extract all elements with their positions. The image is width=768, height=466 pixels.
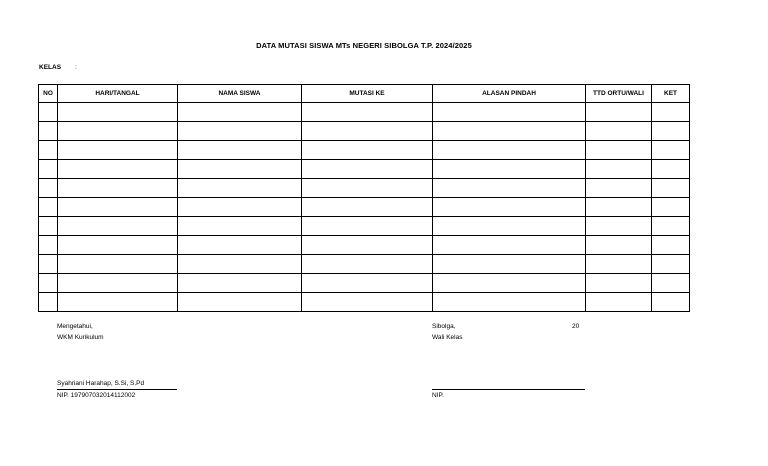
table-cell (652, 198, 690, 217)
place-label: Sibolga, (432, 323, 456, 330)
kelas-colon: : (75, 64, 77, 71)
table-cell (178, 255, 302, 274)
table-cell (586, 160, 652, 179)
table-cell (178, 274, 302, 293)
column-header-ket: KET (652, 85, 690, 103)
table-cell (586, 198, 652, 217)
table-cell (58, 198, 178, 217)
signature-right-header (432, 321, 592, 343)
table-cell (586, 122, 652, 141)
table-cell (58, 293, 178, 312)
table-cell (58, 141, 178, 160)
table-row (39, 274, 690, 293)
acknowledged-label: Mengetahui, (57, 323, 93, 330)
table-cell (302, 236, 433, 255)
table-cell (652, 293, 690, 312)
table-header-row (39, 85, 690, 103)
table-cell (39, 103, 58, 122)
table-cell (433, 274, 586, 293)
table-cell (433, 217, 586, 236)
table-cell (178, 122, 302, 141)
table-cell (58, 179, 178, 198)
kelas-label-row (39, 64, 77, 71)
table-cell (178, 293, 302, 312)
table-cell (302, 198, 433, 217)
column-header-mutasi-ke: MUTASI KE (302, 85, 433, 103)
table-cell (39, 274, 58, 293)
table-row (39, 179, 690, 198)
kelas-label: KELAS (39, 64, 62, 71)
table-cell (39, 141, 58, 160)
table-cell (178, 179, 302, 198)
table-cell (652, 179, 690, 198)
signature-right-footer (432, 389, 585, 401)
table-cell (433, 198, 586, 217)
table-cell (652, 255, 690, 274)
table-row (39, 255, 690, 274)
table-cell (586, 103, 652, 122)
document-title: DATA MUTASI SISWA MTs NEGERI SIBOLGA T.P. 2024/2025 (256, 41, 472, 50)
table-cell (433, 293, 586, 312)
wkm-name: Syahriani Harahap, S.Si, S.Pd (57, 380, 145, 387)
table-cell (652, 274, 690, 293)
table-cell (39, 179, 58, 198)
table-cell (178, 217, 302, 236)
wkm-nip: NIP. 197907032014112002 (57, 389, 177, 401)
table-cell (302, 179, 433, 198)
table-cell (58, 255, 178, 274)
table-cell (39, 255, 58, 274)
table-cell (433, 103, 586, 122)
table-cell (586, 179, 652, 198)
table-cell (433, 236, 586, 255)
table-cell (39, 236, 58, 255)
table-cell (652, 103, 690, 122)
table-cell (178, 198, 302, 217)
table-row (39, 217, 690, 236)
table-cell (586, 217, 652, 236)
table-cell (302, 255, 433, 274)
table-cell (652, 160, 690, 179)
table-cell (39, 122, 58, 141)
table-cell (178, 103, 302, 122)
column-header-hari-tangal: HARI/TANGAL (58, 85, 178, 103)
table-cell (433, 179, 586, 198)
table-body (39, 103, 690, 312)
table-cell (39, 198, 58, 217)
signature-left-header (57, 321, 104, 343)
table-cell (178, 141, 302, 160)
table-cell (586, 255, 652, 274)
table-cell (302, 293, 433, 312)
table-cell (302, 274, 433, 293)
table-cell (302, 122, 433, 141)
table-cell (178, 236, 302, 255)
table-row (39, 103, 690, 122)
table-cell (586, 293, 652, 312)
table-cell (433, 255, 586, 274)
table-cell (178, 160, 302, 179)
table-cell (586, 274, 652, 293)
table-row (39, 198, 690, 217)
table-cell (586, 141, 652, 160)
table-cell (58, 236, 178, 255)
year-label: 20 (572, 323, 580, 330)
table-cell (302, 217, 433, 236)
table-row (39, 236, 690, 255)
table-cell (652, 217, 690, 236)
table-cell (58, 160, 178, 179)
table-cell (58, 217, 178, 236)
table-cell (652, 122, 690, 141)
table-cell (652, 236, 690, 255)
column-header-nama-siswa: NAMA SISWA (178, 85, 302, 103)
table-cell (302, 141, 433, 160)
signature-left-footer (57, 378, 177, 401)
table-cell (58, 274, 178, 293)
table-row (39, 293, 690, 312)
table-row (39, 160, 690, 179)
table-cell (652, 141, 690, 160)
table-cell (433, 141, 586, 160)
table-row (39, 141, 690, 160)
table-cell (433, 122, 586, 141)
column-header-no: NO (39, 85, 58, 103)
table-cell (302, 103, 433, 122)
wali-kelas-label: Wali Kelas (432, 334, 463, 341)
table-cell (586, 236, 652, 255)
column-header-alasan-pindah: ALASAN PINDAH (433, 85, 586, 103)
wali-nip: NIP. (432, 389, 585, 401)
table-row (39, 122, 690, 141)
table-cell (58, 122, 178, 141)
table-cell (39, 217, 58, 236)
table-cell (302, 160, 433, 179)
table-cell (58, 103, 178, 122)
wkm-role-label: WKM Kurikulum (57, 334, 104, 341)
table-cell (39, 293, 58, 312)
table-cell (39, 160, 58, 179)
table-cell (433, 160, 586, 179)
column-header-ttd-ortu-wali: TTD ORTU/WALI (586, 85, 652, 103)
mutation-table (38, 84, 690, 312)
